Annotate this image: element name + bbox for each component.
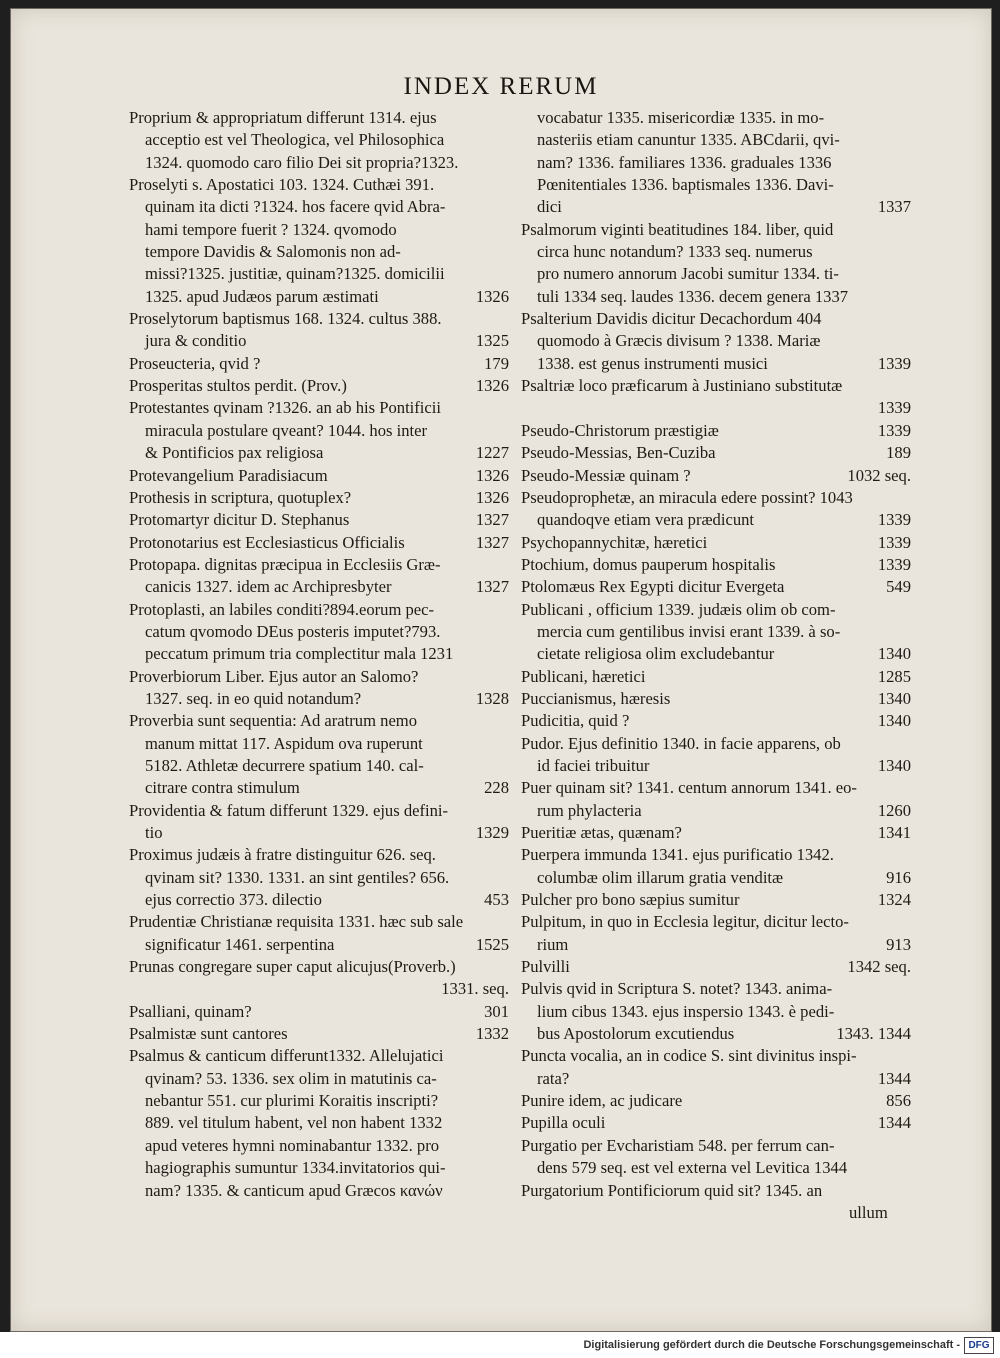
entry-text: Pulpitum, in quo in Ecclesia legitur, dicitur lecto- bbox=[521, 912, 849, 932]
entry-text: Pseudoprophetæ, an miracula edere possint? 1043 bbox=[521, 487, 853, 507]
entry-text: Psalmistæ sunt cantores bbox=[129, 1024, 288, 1044]
index-line bbox=[129, 1180, 509, 1202]
index-line bbox=[521, 1090, 911, 1112]
entry-text: ullum bbox=[849, 1202, 888, 1222]
index-line bbox=[129, 911, 509, 933]
entry-text: id faciei tribuitur bbox=[537, 755, 650, 775]
index-line bbox=[521, 107, 911, 129]
index-line bbox=[521, 777, 911, 799]
index-line bbox=[129, 867, 509, 889]
page-reference: 1324 bbox=[877, 890, 911, 910]
index-line bbox=[129, 442, 509, 464]
index-line bbox=[129, 621, 509, 643]
index-line bbox=[521, 956, 911, 978]
funding-notice: Digitalisierung gefördert durch die Deutsche Forschungsgemeinschaft - bbox=[583, 1339, 960, 1351]
index-line bbox=[521, 1157, 911, 1179]
index-line bbox=[521, 152, 911, 174]
index-line bbox=[521, 442, 911, 464]
entry-text: nam? 1336. familiares 1336. graduales 1336 bbox=[537, 152, 832, 172]
entry-text: Purgatorium Pontificiorum quid sit? 1345. an bbox=[521, 1180, 823, 1200]
entry-text: Punire idem, ac judicare bbox=[521, 1091, 683, 1111]
entry-text: Puerpera immunda 1341. ejus purificatio 1342. bbox=[521, 845, 834, 865]
entry-text: Publicani, hæretici bbox=[521, 666, 646, 686]
index-line bbox=[129, 532, 509, 554]
page-reference: 1227 bbox=[475, 443, 509, 463]
entry-text: hami tempore fuerit ? 1324. qvomodo bbox=[145, 219, 397, 239]
index-line bbox=[521, 263, 911, 285]
index-line bbox=[521, 532, 911, 554]
entry-text: 1327. seq. in eo quid notandum? bbox=[145, 688, 362, 708]
entry-text: Pudicitia, quid ? bbox=[521, 711, 630, 731]
entry-text: tempore Davidis & Salomonis non ad- bbox=[145, 242, 401, 262]
page-reference: 1327 bbox=[475, 510, 509, 530]
entry-text: Pulvilli bbox=[521, 957, 570, 977]
page-reference: 1344 bbox=[877, 1113, 911, 1133]
entry-text: qvinam sit? 1330. 1331. an sint gentiles? 656. bbox=[145, 867, 450, 887]
entry-text: nasteriis etiam canuntur 1335. ABCdarii, qvi- bbox=[537, 130, 840, 150]
index-line bbox=[521, 867, 911, 889]
index-line bbox=[521, 1180, 911, 1202]
index-line bbox=[521, 286, 911, 308]
index-line bbox=[129, 241, 509, 263]
index-line bbox=[521, 397, 911, 419]
entry-text: canicis 1327. idem ac Archipresbyter bbox=[145, 577, 392, 597]
entry-text: missi?1325. justitiæ, quinam?1325. domicilii bbox=[145, 264, 445, 284]
index-line bbox=[521, 1001, 911, 1023]
index-line bbox=[521, 219, 911, 241]
page-reference: 1344 bbox=[877, 1068, 911, 1088]
right-column bbox=[521, 107, 911, 1224]
index-line bbox=[129, 263, 509, 285]
page-reference: 1332 bbox=[475, 1024, 509, 1044]
entry-text: 5182. Athletæ decurrere spatium 140. cal- bbox=[145, 755, 424, 775]
index-line bbox=[521, 465, 911, 487]
page-reference: 1326 bbox=[475, 465, 509, 485]
index-line bbox=[129, 710, 509, 732]
index-line bbox=[521, 978, 911, 1000]
entry-text: quomodo à Græcis divisum ? 1338. Mariæ bbox=[537, 331, 821, 351]
entry-text: circa hunc notandum? 1333 seq. numerus bbox=[537, 242, 813, 262]
page-reference: 1339 bbox=[877, 532, 911, 552]
page-reference: 301 bbox=[484, 1001, 509, 1021]
entry-text: significatur 1461. serpentina bbox=[145, 934, 335, 954]
index-line bbox=[129, 1001, 509, 1023]
index-line bbox=[129, 509, 509, 531]
dfg-logo: DFG bbox=[964, 1337, 994, 1354]
entry-text: Protopapa. dignitas præcipua in Ecclesiis Græ- bbox=[129, 554, 441, 574]
entry-text: Proprium & appropriatum differunt 1314. ejus bbox=[129, 108, 437, 127]
index-line bbox=[521, 934, 911, 956]
entry-text: catum qvomodo DEus posteris imputet?793. bbox=[145, 621, 441, 641]
page-reference: 1342 seq. bbox=[847, 957, 911, 977]
entry-text: Ptolomæus Rex Egypti dicitur Evergeta bbox=[521, 577, 785, 597]
index-line bbox=[521, 1135, 911, 1157]
entry-text: Prosperitas stultos perdit. (Prov.) bbox=[129, 376, 347, 396]
entry-text: & Pontificios pax religiosa bbox=[145, 443, 324, 463]
index-line bbox=[521, 599, 911, 621]
entry-text: apud veteres hymni nominabantur 1332. pro bbox=[145, 1135, 440, 1155]
entry-text: Prothesis in scriptura, quotuplex? bbox=[129, 487, 352, 507]
entry-text: acceptio est vel Theologica, vel Philosophica bbox=[145, 130, 445, 150]
index-line bbox=[521, 1202, 911, 1224]
entry-text: Pueritiæ ætas, quænam? bbox=[521, 823, 682, 842]
page-reference: 1331. seq. bbox=[441, 979, 509, 999]
index-line bbox=[521, 241, 911, 263]
index-line bbox=[521, 643, 911, 665]
left-column bbox=[129, 107, 509, 1202]
entry-text: Proselytorum baptismus 168. 1324. cultus 388. bbox=[129, 309, 442, 329]
entry-text: vocabatur 1335. misericordiæ 1335. in mo- bbox=[537, 108, 825, 127]
index-line bbox=[521, 1023, 911, 1045]
entry-text: pro numero annorum Jacobi sumitur 1334. ti- bbox=[537, 264, 839, 284]
entry-text: Proverbia sunt sequentia: Ad aratrum nemo bbox=[129, 711, 418, 731]
index-line bbox=[129, 107, 509, 129]
page-reference: 1341 bbox=[877, 823, 911, 842]
index-line bbox=[129, 956, 509, 978]
index-line bbox=[521, 353, 911, 375]
page-reference: 1326 bbox=[475, 286, 509, 306]
entry-text: Providentia & fatum differunt 1329. ejus defini- bbox=[129, 800, 449, 820]
footer-bar bbox=[0, 1332, 1000, 1358]
page-reference: 228 bbox=[484, 778, 509, 798]
entry-text: manum mittat 117. Aspidum ova ruperunt bbox=[145, 733, 423, 753]
entry-text: rium bbox=[537, 934, 569, 954]
page-reference: 1339 bbox=[877, 554, 911, 574]
page-reference: 1343. 1344 bbox=[836, 1024, 911, 1044]
index-line bbox=[129, 889, 509, 911]
index-line bbox=[129, 576, 509, 598]
entry-text: mercia cum gentilibus invisi erant 1339. à so- bbox=[537, 621, 841, 641]
index-line bbox=[129, 375, 509, 397]
index-line bbox=[129, 196, 509, 218]
page-reference: 1260 bbox=[877, 800, 911, 820]
entry-text: Prunas congregare super caput alicujus(Proverb.) bbox=[129, 957, 456, 977]
entry-text: Pupilla oculi bbox=[521, 1113, 606, 1133]
entry-text: Pulcher pro bono sæpius sumitur bbox=[521, 890, 740, 910]
entry-text: 1325. apud Judæos parum æstimati bbox=[145, 286, 379, 306]
entry-text: Psychopannychitæ, hæretici bbox=[521, 532, 708, 552]
page-reference: 1340 bbox=[877, 755, 911, 775]
page-reference: 549 bbox=[886, 577, 911, 597]
entry-text: Proverbiorum Liber. Ejus autor an Salomo? bbox=[129, 666, 419, 686]
index-line bbox=[521, 844, 911, 866]
index-line bbox=[521, 308, 911, 330]
page-reference: 1340 bbox=[877, 711, 911, 731]
index-line bbox=[521, 420, 911, 442]
entry-text: 889. vel titulum habent, vel non habent 1332 bbox=[145, 1113, 443, 1133]
entry-text: jura & conditio bbox=[145, 331, 247, 351]
entry-text: dens 579 seq. est vel externa vel Levitica 1344 bbox=[537, 1158, 848, 1178]
page-header: INDEX RERUM bbox=[403, 73, 599, 100]
entry-text: cietate religiosa olim excludebantur bbox=[537, 644, 775, 664]
entry-text: Purgatio per Evcharistiam 548. per ferrum can- bbox=[521, 1135, 835, 1155]
page-reference: 1328 bbox=[475, 688, 509, 708]
book-page bbox=[10, 8, 992, 1332]
page-reference: 913 bbox=[886, 934, 911, 954]
index-line bbox=[129, 978, 509, 1000]
entry-text: dici bbox=[537, 197, 562, 217]
entry-text: Pseudo-Messiæ quinam ? bbox=[521, 465, 691, 485]
index-line bbox=[129, 554, 509, 576]
entry-text: Proximus judæis à fratre distinguitur 626. seq. bbox=[129, 845, 436, 865]
index-line bbox=[521, 710, 911, 732]
index-line bbox=[129, 755, 509, 777]
index-line bbox=[521, 755, 911, 777]
page-reference: 1329 bbox=[475, 823, 509, 842]
index-line bbox=[129, 330, 509, 352]
entry-text: Protestantes qvinam ?1326. an ab his Pontificii bbox=[129, 398, 442, 418]
index-line bbox=[129, 1135, 509, 1157]
entry-text: Psaltriæ loco præficarum à Justiniano substitutæ bbox=[521, 376, 843, 396]
index-line bbox=[129, 420, 509, 442]
entry-text: ejus correctio 373. dilectio bbox=[145, 890, 322, 910]
entry-text: Puccianismus, hæresis bbox=[521, 688, 671, 708]
entry-text: quandoqve etiam vera prædicunt bbox=[537, 510, 755, 530]
entry-text: Puncta vocalia, an in codice S. sint divinitus inspi- bbox=[521, 1046, 857, 1066]
entry-text: citrare contra stimulum bbox=[145, 778, 300, 798]
page-reference: 1339 bbox=[877, 510, 911, 530]
page-reference: 1339 bbox=[877, 420, 911, 440]
entry-text: Psalmorum viginti beatitudines 184. liber, quid bbox=[521, 219, 834, 239]
entry-text: Protoplasti, an labiles conditi?894.eorum pec- bbox=[129, 599, 435, 619]
page-reference: 916 bbox=[886, 867, 911, 887]
entry-text: Prudentiæ Christianæ requisita 1331. hæc sub sale bbox=[129, 912, 464, 932]
index-line bbox=[521, 576, 911, 598]
entry-text: tuli 1334 seq. laudes 1336. decem genera 1337 bbox=[537, 286, 849, 306]
page-reference: 453 bbox=[484, 890, 509, 910]
index-line bbox=[129, 465, 509, 487]
entry-text: qvinam? 53. 1336. sex olim in matutinis ca- bbox=[145, 1068, 437, 1088]
index-line bbox=[521, 733, 911, 755]
entry-text: lium cibus 1343. ejus inspersio 1343. è pedi- bbox=[537, 1001, 835, 1021]
entry-text: Pudor. Ejus definitio 1340. in facie apparens, ob bbox=[521, 733, 841, 753]
entry-text: bus Apostolorum excutiendus bbox=[537, 1024, 735, 1044]
page-reference: 1340 bbox=[877, 688, 911, 708]
index-line bbox=[129, 152, 509, 174]
entry-text: rum phylacteria bbox=[537, 800, 642, 820]
page-reference: 1326 bbox=[475, 376, 509, 396]
entry-text: rata? bbox=[537, 1068, 570, 1088]
index-line bbox=[521, 554, 911, 576]
page-reference: 1327 bbox=[475, 532, 509, 552]
index-line bbox=[521, 129, 911, 151]
index-line bbox=[521, 375, 911, 397]
index-line bbox=[129, 1023, 509, 1045]
page-reference: 856 bbox=[886, 1091, 911, 1111]
entry-text: nebantur 551. cur plurimi Koraitis inscripti? bbox=[145, 1091, 439, 1111]
index-line bbox=[129, 643, 509, 665]
index-line bbox=[129, 1157, 509, 1179]
entry-text: Proseucteria, qvid ? bbox=[129, 353, 261, 373]
page-reference: 1339 bbox=[877, 353, 911, 373]
index-line bbox=[521, 1112, 911, 1134]
index-line bbox=[129, 800, 509, 822]
entry-text: Pulvis qvid in Scriptura S. notet? 1343. anima- bbox=[521, 979, 833, 999]
index-line bbox=[129, 397, 509, 419]
entry-text: Protonotarius est Ecclesiasticus Officialis bbox=[129, 532, 405, 552]
page-reference: 1325 bbox=[475, 331, 509, 351]
index-line bbox=[129, 129, 509, 151]
page-reference: 1339 bbox=[877, 398, 911, 418]
page-reference: 1285 bbox=[877, 666, 911, 686]
index-line bbox=[129, 777, 509, 799]
index-line bbox=[129, 1090, 509, 1112]
entry-text: nam? 1335. & canticum apud Græcos κανών bbox=[145, 1180, 443, 1200]
index-line bbox=[521, 487, 911, 509]
entry-text: hagiographis sumuntur 1334.invitatorios qui- bbox=[145, 1158, 446, 1178]
index-line bbox=[129, 688, 509, 710]
index-line bbox=[521, 509, 911, 531]
entry-text: 1324. quomodo caro filio Dei sit propria?1323. bbox=[145, 152, 459, 172]
index-line bbox=[129, 666, 509, 688]
index-line bbox=[521, 1068, 911, 1090]
entry-text: quinam ita dicti ?1324. hos facere qvid Abra- bbox=[145, 197, 446, 217]
index-line bbox=[129, 822, 509, 844]
entry-text: tio bbox=[145, 823, 163, 842]
index-line bbox=[129, 733, 509, 755]
index-line bbox=[521, 688, 911, 710]
index-line bbox=[129, 286, 509, 308]
page-reference: 1326 bbox=[475, 487, 509, 507]
entry-text: Psalterium Davidis dicitur Decachordum 404 bbox=[521, 309, 822, 329]
entry-text: Psalmus & canticum differunt1332. Allelujatici bbox=[129, 1046, 444, 1066]
index-line bbox=[129, 1112, 509, 1134]
index-line bbox=[129, 174, 509, 196]
index-line bbox=[129, 1068, 509, 1090]
index-line bbox=[521, 196, 911, 218]
index-line bbox=[521, 1045, 911, 1067]
index-line bbox=[521, 800, 911, 822]
entry-text: columbæ olim illarum gratia venditæ bbox=[537, 867, 784, 887]
page-reference: 1337 bbox=[877, 197, 911, 217]
entry-text: miracula postulare qveant? 1044. hos inter bbox=[145, 420, 428, 440]
index-line bbox=[129, 308, 509, 330]
index-line bbox=[129, 934, 509, 956]
page-reference: 1525 bbox=[475, 934, 509, 954]
page-reference: 1032 seq. bbox=[847, 465, 911, 485]
entry-text: Protomartyr dicitur D. Stephanus bbox=[129, 510, 350, 530]
index-line bbox=[521, 822, 911, 844]
entry-text: Pseudo-Messias, Ben-Cuziba bbox=[521, 443, 716, 463]
index-line bbox=[521, 911, 911, 933]
index-line bbox=[521, 621, 911, 643]
page-reference: 179 bbox=[484, 353, 509, 373]
index-line bbox=[129, 219, 509, 241]
entry-text: Puer quinam sit? 1341. centum annorum 1341. eo- bbox=[521, 778, 857, 798]
index-line bbox=[521, 666, 911, 688]
entry-text: Pseudo-Christorum præstigiæ bbox=[521, 420, 719, 440]
entry-text: Proselyti s. Apostatici 103. 1324. Cuthæi 391. bbox=[129, 175, 435, 195]
index-line bbox=[521, 174, 911, 196]
index-line bbox=[129, 844, 509, 866]
index-line bbox=[129, 353, 509, 375]
index-line bbox=[129, 1045, 509, 1067]
page-reference: 1327 bbox=[475, 577, 509, 597]
entry-text: peccatum primum tria complectitur mala 1231 bbox=[145, 644, 454, 664]
entry-text: 1338. est genus instrumenti musici bbox=[537, 353, 768, 373]
entry-text: Psalliani, quinam? bbox=[129, 1001, 252, 1021]
entry-text: Ptochium, domus pauperum hospitalis bbox=[521, 554, 776, 574]
entry-text: Protevangelium Paradisiacum bbox=[129, 465, 328, 485]
entry-text: Pœnitentiales 1336. baptismales 1336. Davi- bbox=[537, 175, 834, 195]
entry-text: Publicani , officium 1339. judæis olim ob com- bbox=[521, 599, 836, 619]
index-line bbox=[129, 487, 509, 509]
page-reference: 189 bbox=[886, 443, 911, 463]
index-line bbox=[129, 599, 509, 621]
index-line bbox=[521, 330, 911, 352]
index-line bbox=[521, 889, 911, 911]
page-reference: 1340 bbox=[877, 644, 911, 664]
